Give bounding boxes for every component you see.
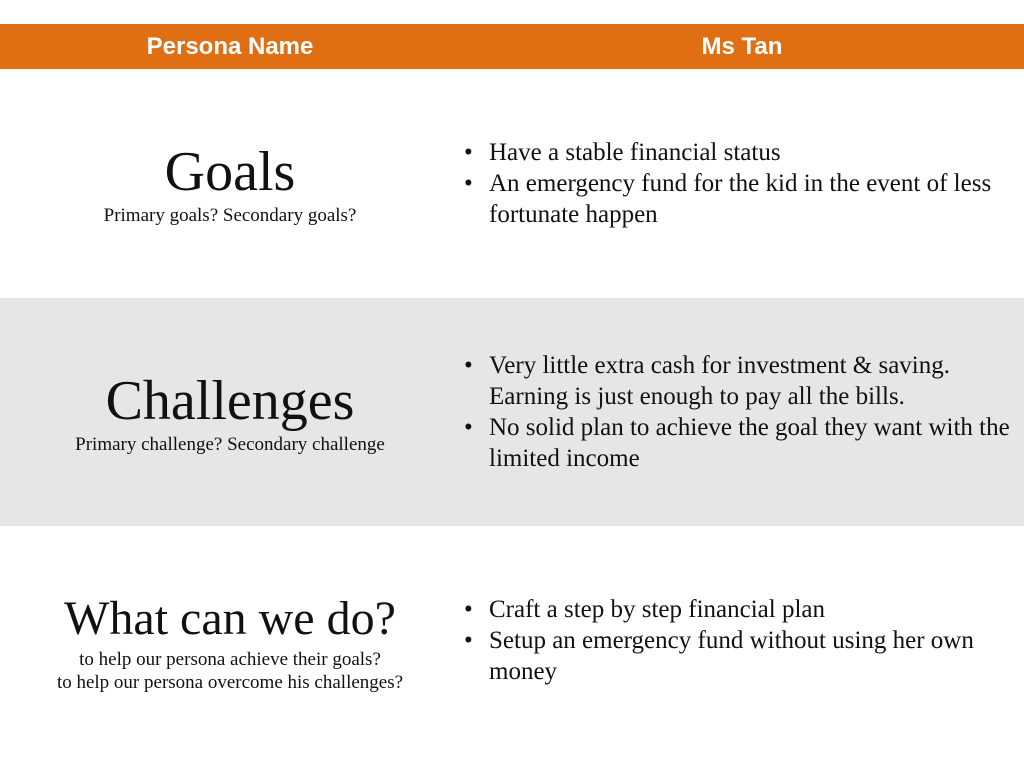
challenges-heading-block <box>0 298 460 526</box>
challenges-row <box>0 298 1024 526</box>
header-bar <box>0 24 1024 69</box>
challenges-title: Challenges <box>105 369 355 432</box>
goals-content <box>460 137 1024 230</box>
goals-subtitle: Primary goals? Secondary goals? <box>103 205 357 226</box>
challenges-content <box>460 350 1024 474</box>
goals-heading-block <box>0 69 460 298</box>
challenges-list <box>460 350 1024 474</box>
actions-subtitle-line-1: to help our persona achieve their goals? <box>79 649 381 670</box>
actions-content <box>460 594 1024 687</box>
list-item: • Setup an emergency fund without using her own money <box>460 625 1024 687</box>
list-item: • Have a stable financial status <box>460 137 1024 168</box>
goals-row <box>0 69 1024 298</box>
list-item: • An emergency fund for the kid in the event of less fortunate happen <box>460 168 1024 230</box>
list-item: • Craft a step by step financial plan <box>460 594 1024 625</box>
list-item: • Very little extra cash for investment & saving. Earning is just enough to pay all the bills. <box>460 350 1024 412</box>
actions-subtitle-line-2: to help our persona overcome his challenges? <box>56 672 404 693</box>
actions-title: What can we do? <box>64 592 396 645</box>
actions-row <box>0 526 1024 769</box>
list-item: • No solid plan to achieve the goal they want with the limited income <box>460 412 1024 474</box>
goals-list <box>460 137 1024 230</box>
goals-title: Goals <box>164 141 296 203</box>
actions-list <box>460 594 1024 687</box>
challenges-subtitle: Primary challenge? Secondary challenge <box>75 433 385 455</box>
persona-name-label: Persona Name <box>146 33 314 60</box>
actions-heading-block <box>0 526 460 769</box>
persona-name-value: Ms Tan <box>701 33 783 60</box>
